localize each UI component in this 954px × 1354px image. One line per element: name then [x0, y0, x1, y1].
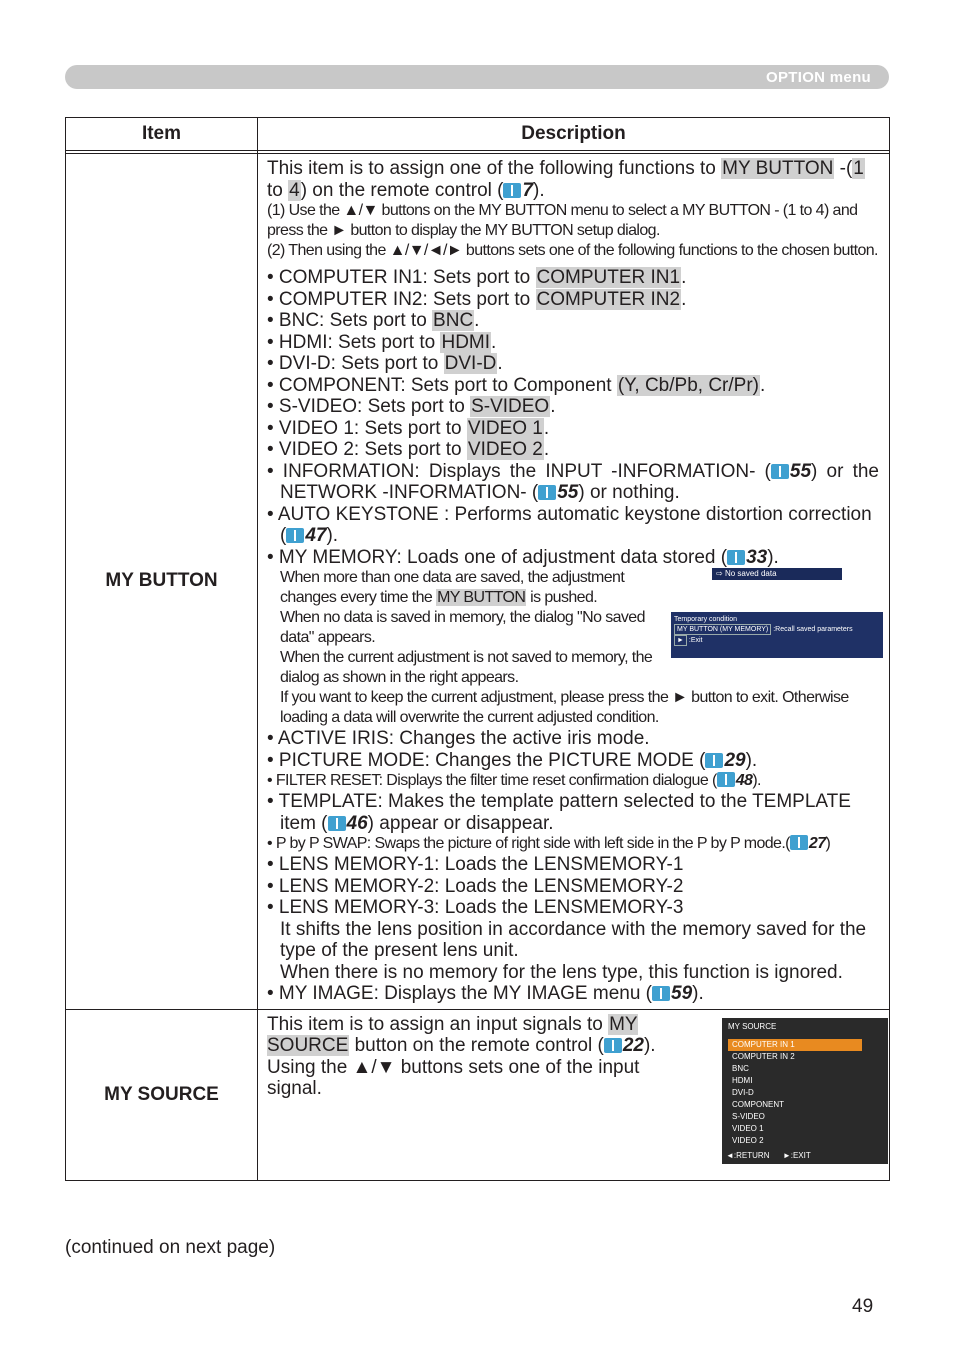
list-item: • LENS MEMORY-3: Loads the LENSMEMORY-3	[267, 897, 684, 918]
description-my-source: This item is to assign an input signals to MY SOURCE button on the remote control ( 22). Using the ▲/▼ buttons sets one of the input signal. MY SOURCE COMPUTER IN 1 COMPUTER IN 2 BNC HDMI DVI-D COMPONENT S-VIDEO VIDEO 1 VIDEO 2 ◄:RETURN ►:EXIT	[258, 1009, 890, 1180]
continued-note: (continued on next page)	[65, 1237, 276, 1258]
book-icon	[771, 464, 789, 479]
list-item: • S-VIDEO: Sets port to S-VIDEO.	[267, 396, 556, 417]
book-icon	[286, 528, 304, 543]
list-item: • AUTO KEYSTONE : Performs automatic keystone distortion correction ( 47).	[267, 503, 872, 546]
book-icon	[652, 986, 670, 1001]
list-item: • HDMI: Sets port to HDMI.	[267, 331, 497, 353]
list-item: • COMPONENT: Sets port to Component (Y, Cb/Pb, Cr/Pr).	[267, 374, 766, 396]
book-icon	[503, 183, 521, 198]
my-memory-notes: When more than one data are saved, the adjustment changes every time the MY BUTTON is pushed. When no data is saved in memory, the dialog "No saved data" appears. When the current adjustment is not saved to memory, the dialog as shown in the right appears. If you want to keep the current adjustment, please press the ► button to exit. Otherwise loading a data will overwrite the current adjusted condition. ⇨ No saved data Temporary condition MY BUTTON (MY MEMORY) :Recall saved parameters ► :Exit	[267, 568, 879, 728]
step-2: (2) Then using the ▲/▼/◄/► buttons sets one of the following functions to the chosen button.	[267, 242, 878, 259]
list-item: • BNC: Sets port to BNC.	[267, 310, 480, 331]
list-item: • LENS MEMORY-1: Loads the LENSMEMORY-1	[267, 854, 684, 875]
function-list-2	[267, 728, 879, 919]
list-item: • ACTIVE IRIS: Changes the active iris mode.	[267, 728, 650, 749]
list-item: • MY IMAGE: Displays the MY IMAGE menu ( 59).	[267, 983, 704, 1004]
temporary-condition-dialog: Temporary condition MY BUTTON (MY MEMORY) :Recall saved parameters ► :Exit	[671, 612, 883, 658]
list-item: • VIDEO 2: Sets port to VIDEO 2.	[267, 439, 550, 460]
list-item: • TEMPLATE: Makes the template pattern selected to the TEMPLATE item ( 46) appear or disappear.	[267, 791, 851, 834]
book-icon	[328, 816, 346, 831]
list-item: • LENS MEMORY-2: Loads the LENSMEMORY-2	[267, 875, 684, 897]
option-menu-table	[65, 117, 890, 1181]
section-label: OPTION menu	[766, 69, 871, 86]
item-my-button: MY BUTTON	[66, 154, 258, 1010]
book-icon	[727, 550, 745, 565]
list-item: • COMPUTER IN2: Sets port to COMPUTER IN2.	[267, 288, 687, 310]
no-saved-data-dialog: ⇨ No saved data	[712, 568, 842, 580]
item-my-source: MY SOURCE	[66, 1009, 258, 1180]
book-icon	[790, 835, 808, 850]
item-column-header: Item	[66, 118, 258, 151]
book-icon	[604, 1038, 622, 1053]
step-1: (1) Use the ▲/▼ buttons on the MY BUTTON menu to select a MY BUTTON - (1 to 4) and press the ► button to display the MY BUTTON setup dialog.	[267, 202, 858, 239]
book-icon	[705, 753, 723, 768]
description-my-button: This item is to assign one of the following functions to MY BUTTON -(1 to 4) on the remote control ( 7). (1) Use the ▲/▼ buttons on the MY BUTTON menu to select a MY BUTTON - (1 to 4) and press the ► button to display the MY BUTTON setup dialog. (2) Then using the ▲/▼/◄/► buttons sets one of the following functions to the chosen button. • COMPUTER IN1: Sets port to COMPUTER IN1. • COMPUTER IN2: Sets port to COMPUTER IN2. • BNC: Sets port to BNC. • HDMI: Sets port to HDMI. • DVI-D: Sets port to DVI-D. • COMPONENT: Sets port to Component (Y, Cb/Pb, Cr/Pr). • S-VIDEO: Sets port to S-VIDEO. • VIDEO 1: Sets port to VIDEO 1. • VIDEO 2: Sets port to VIDEO 2. • INFORMATION: Displays the INPUT -INFORMATION- ( 55) or the NETWORK -INFORMATION- ( 55) or nothing. • AUTO KEYSTONE : Performs automatic keystone distortion correction ( 47). • MY MEMORY: Loads one of adjustment data stored ( 33). When more than one data are saved, the adjustment changes every time the MY BUTTON is pushed. When no data is saved in memory, the dialog "No saved data" appears. When the current adjustment is not saved to memory, the dialog as shown in the right appears. If you want to keep the current adjustment, please press the ► button to exit. Otherwise loading a data will overwrite the current adjusted condition. ⇨ No saved data Temporary condition MY BUTTON (MY MEMORY) :Recall saved parameters ► :Exit • ACTIVE IRIS: Changes the active iris mode. • PICTURE MODE: Changes the PICTURE MODE ( 29). • FILTER RESET: Displays the filter time reset confirmation dialogue ( 48). • TEMPLATE: Makes the template pattern selected to the TEMPLATE item ( 46) appear or disappear. • P by P SWAP: Swaps the picture of right side with left side in the P by P mode.( 27) • LENS MEMORY-1: Loads the LENSMEMORY-1 • LENS MEMORY-2: Loads the LENSMEMORY-2 • LENS MEMORY-3: Loads the LENSMEMORY-3 It shifts the lens position in accordance with the memory saved for the type of the present lens unit. When there is no memory for the lens type, this function is ignored. • MY IMAGE: Displays the MY IMAGE menu ( 59).	[258, 154, 890, 1010]
list-item: • COMPUTER IN1: Sets port to COMPUTER IN1.	[267, 267, 687, 288]
table-row	[66, 154, 890, 1010]
list-item: • MY MEMORY: Loads one of adjustment data stored ( 33).	[267, 546, 779, 568]
table-header-row	[66, 118, 890, 151]
book-icon	[717, 772, 735, 787]
section-header-bar	[65, 65, 889, 89]
lens-memory-note: It shifts the lens position in accordance with the memory saved for the type of the present lens unit.	[280, 918, 867, 961]
my-source-menu: MY SOURCE COMPUTER IN 1 COMPUTER IN 2 BNC HDMI DVI-D COMPONENT S-VIDEO VIDEO 1 VIDEO 2 ◄:RETURN ►:EXIT	[722, 1018, 888, 1164]
list-item: • INFORMATION: Displays the INPUT -INFORMATION- ( 55) or the NETWORK -INFORMATION- ( 55) or nothing.	[267, 460, 879, 503]
list-item: • PICTURE MODE: Changes the PICTURE MODE ( 29).	[267, 749, 758, 771]
list-item: • DVI-D: Sets port to DVI-D.	[267, 353, 503, 374]
list-item: • VIDEO 1: Sets port to VIDEO 1.	[267, 417, 550, 439]
table-row	[66, 1009, 890, 1180]
description-column-header: Description	[258, 118, 890, 151]
function-list	[267, 267, 879, 568]
list-item: • FILTER RESET: Displays the filter time reset confirmation dialogue ( 48).	[267, 772, 761, 789]
page-number: 49	[852, 1296, 874, 1317]
list-item: • P by P SWAP: Swaps the picture of right side with left side in the P by P mode.( 27)	[267, 835, 831, 852]
lens-memory-note: When there is no memory for the lens type, this function is ignored.	[280, 961, 843, 983]
book-icon	[538, 485, 556, 500]
